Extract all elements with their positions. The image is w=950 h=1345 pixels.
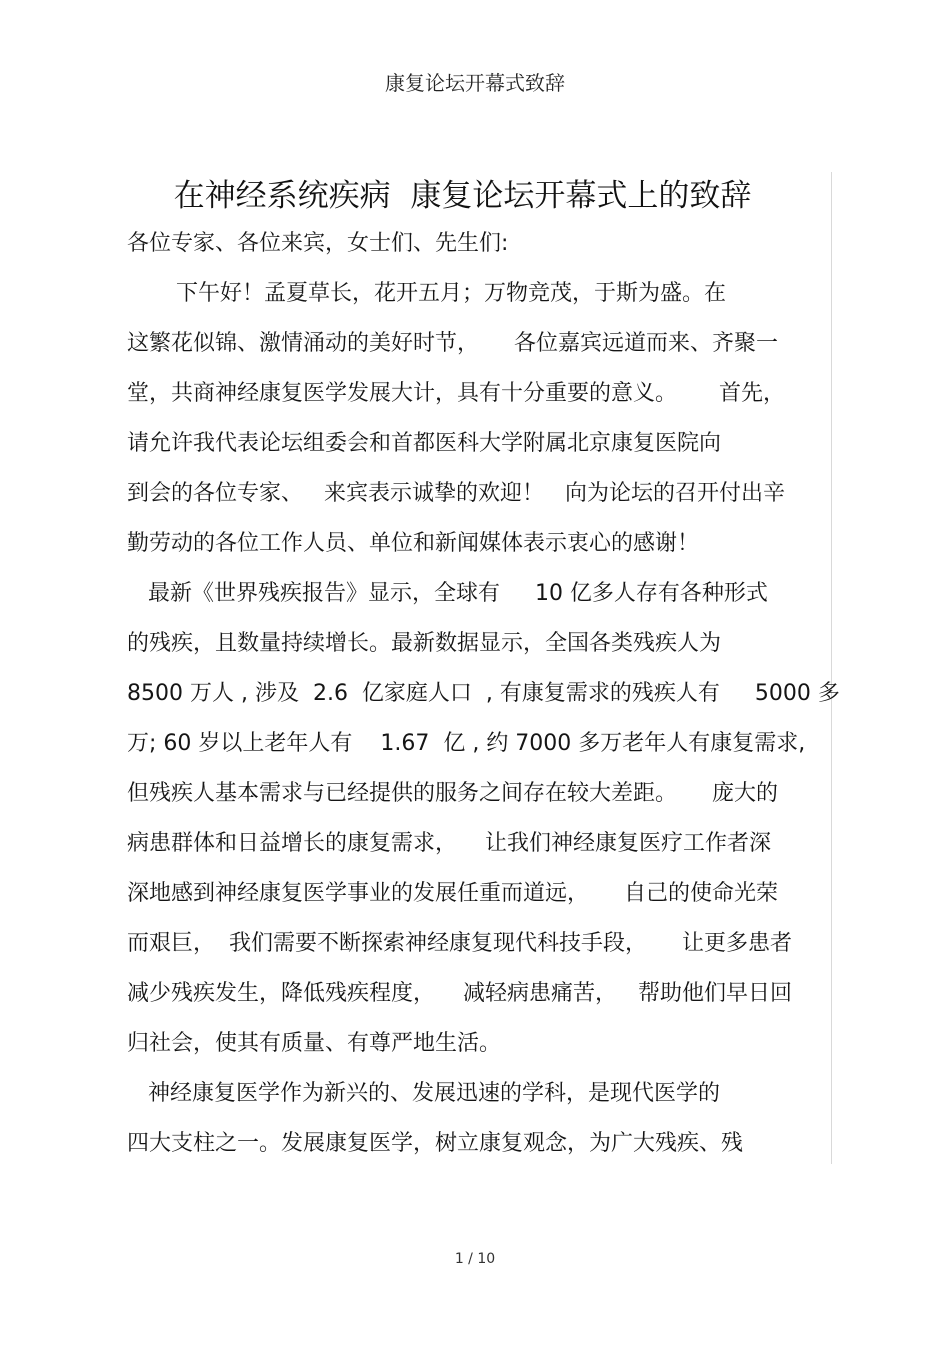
body-line: 这繁花似锦、激情涌动的美好时节， 各位嘉宾远道而来、齐聚一 [127, 331, 778, 356]
page-number: 1 / 10 [454, 1251, 496, 1267]
body-line: 而艰巨， 我们需要不断探索神经康复现代科技手段， 让更多患者 [127, 931, 792, 956]
document-title: 在神经系统疾病 康复论坛开幕式上的致辞 [173, 178, 752, 214]
salutation-line: 各位专家、各位来宾，女士们、先生们: [127, 231, 509, 256]
body-line: 但残疾人基本需求与已经提供的服务之间存在较大差距。 庞大的 [127, 781, 778, 806]
body-line: 病患群体和日益增长的康复需求， 让我们神经康复医疗工作者深 [127, 831, 771, 856]
body-line: 8500 万人 , 涉及 2.6 亿家庭人口 , 有康复需求的残疾人有 5000 多 [127, 681, 840, 706]
running-header: 康复论坛开幕式致辞 [385, 71, 565, 95]
page-frame-rule [831, 172, 832, 1164]
body-line: 深地感到神经康复医学事业的发展任重而道远， 自己的使命光荣 [127, 881, 778, 906]
body-line: 归社会，使其有质量、有尊严地生活。 [127, 1031, 502, 1056]
body-line: 最新《世界残疾报告》显示，全球有 10 亿多人存有各种形式 [127, 581, 768, 606]
body-line: 四大支柱之一。发展康复医学，树立康复观念，为广大残疾、残 [127, 1131, 744, 1156]
body-line: 下午好！孟夏草长，花开五月；万物竞茂，于斯为盛。在 [127, 281, 726, 306]
body-line: 勤劳动的各位工作人员、单位和新闻媒体表示衷心的感谢！ [127, 531, 700, 556]
body-line: 到会的各位专家、 来宾表示诚挚的欢迎！ 向为论坛的召开付出辛 [127, 481, 785, 506]
body-line: 神经康复医学作为新兴的、发展迅速的学科，是现代医学的 [127, 1081, 720, 1106]
body-line: 堂，共商神经康复医学发展大计，具有十分重要的意义。 首先， [127, 381, 785, 406]
body-line: 的残疾，且数量持续增长。最新数据显示，全国各类残疾人为 [127, 631, 722, 656]
body-line: 万; 60 岁以上老年人有 1.67 亿 , 约 7000 多万老年人有康复需求, [127, 731, 806, 756]
body-line: 请允许我代表论坛组委会和首都医科大学附属北京康复医院向 [127, 431, 722, 456]
body-line: 减少残疾发生，降低残疾程度， 减轻病患痛苦， 帮助他们早日回 [127, 981, 792, 1006]
